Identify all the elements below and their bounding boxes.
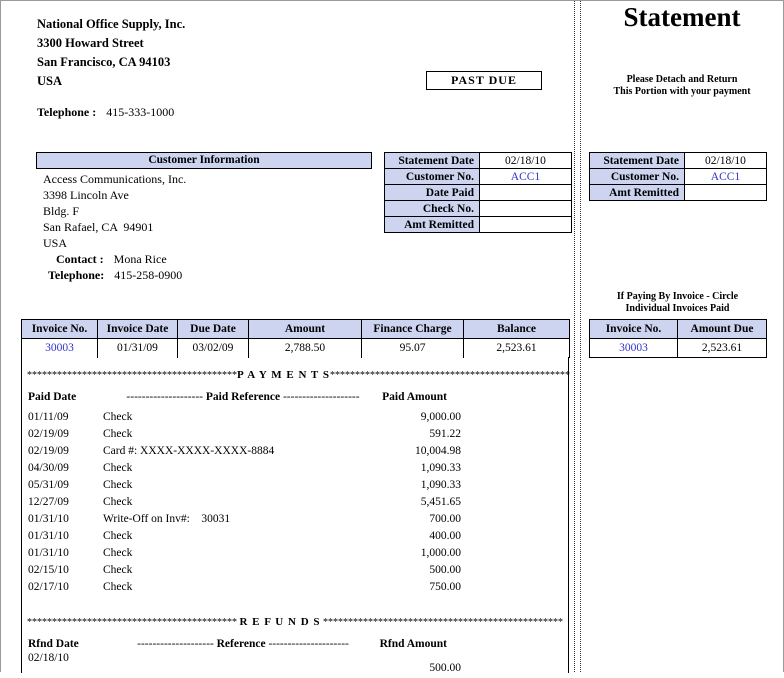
- paid-date: 01/31/10: [28, 513, 69, 525]
- paid-reference: Check: [103, 462, 133, 474]
- table-row: [590, 169, 767, 185]
- stub-customer-no-value: ACC1: [685, 169, 767, 185]
- statement-date-value: 02/18/10: [480, 153, 572, 169]
- payment-row: [22, 513, 568, 529]
- table-row: [385, 217, 572, 233]
- col-amount: Amount: [249, 320, 362, 339]
- statement-summary-table: [384, 152, 572, 233]
- paid-date-header: Paid Date: [28, 391, 77, 403]
- stub-instructions: [589, 291, 766, 315]
- stub-customer-no-label: Customer No.: [590, 169, 685, 185]
- paid-reference: Check: [103, 428, 133, 440]
- paid-reference: Check: [103, 479, 133, 491]
- payment-row: [22, 496, 568, 512]
- customer-name: Access Communications, Inc.: [43, 172, 187, 186]
- rfnd-date-header: Rfnd Date: [28, 638, 79, 650]
- detach-note-line: Please Detach and Return: [626, 74, 738, 85]
- customer-address-line: Bldg. F: [43, 204, 80, 218]
- payments-banner: [22, 369, 568, 381]
- detail-section: [21, 357, 569, 673]
- payment-row: [22, 445, 568, 461]
- table-row: [385, 153, 572, 169]
- table-row: [385, 185, 572, 201]
- paid-date: 02/19/09: [28, 445, 69, 457]
- company-phone-label: Telephone :: [37, 105, 97, 119]
- invoice-no: 30003: [22, 339, 98, 358]
- company-block: [37, 15, 185, 91]
- invoice-date: 01/31/09: [98, 339, 178, 358]
- payment-row: [22, 564, 568, 580]
- stub-amt-remitted-label: Amt Remitted: [590, 185, 685, 201]
- paid-reference: Check: [103, 496, 133, 508]
- amt-remitted-value: [480, 217, 572, 233]
- payment-row: [22, 462, 568, 478]
- refunds-banner-title: R E F U N D S: [239, 616, 321, 628]
- table-row: [590, 185, 767, 201]
- banner-asterisks: ************************************************: [329, 369, 570, 381]
- stub-instructions-line: Individual Invoices Paid: [625, 303, 730, 314]
- paid-reference: Write-Off on Inv#: 30031: [103, 513, 231, 525]
- banner-asterisks: ************************************************: [322, 616, 563, 628]
- customer-no-label: Customer No.: [385, 169, 480, 185]
- paid-date: 02/19/09: [28, 428, 69, 440]
- paid-date: 02/17/10: [28, 581, 69, 593]
- check-no-value: [480, 201, 572, 217]
- payment-row: [22, 581, 568, 597]
- paid-date: 01/11/09: [28, 411, 69, 423]
- invoice-table: [21, 319, 570, 358]
- customer-phone-number: 415-258-0900: [114, 268, 183, 282]
- payment-row: [22, 547, 568, 563]
- paid-reference: Check: [103, 411, 133, 423]
- banner-asterisks: ******************************************: [27, 616, 237, 628]
- paid-amount: 700.00: [429, 513, 461, 525]
- table-row: [385, 169, 572, 185]
- dashes: --------------------: [137, 638, 214, 650]
- col-invoice-no: Invoice No.: [22, 320, 98, 339]
- paid-reference: Card #: XXXX-XXXX-XXXX-8884: [103, 445, 275, 457]
- paid-amount: 1,090.33: [420, 462, 461, 474]
- contact-name: Mona Rice: [113, 252, 167, 266]
- paid-reference: Check: [103, 547, 133, 559]
- col-balance: Balance: [464, 320, 570, 339]
- paid-reference: Check: [103, 564, 133, 576]
- refunds-banner: [22, 616, 568, 628]
- paid-reference: Check: [103, 530, 133, 542]
- paid-reference-header: -------------------- Paid Reference --------------------: [126, 391, 360, 403]
- stub-instructions-line: If Paying By Invoice - Circle: [616, 291, 739, 302]
- company-address-line: 3300 Howard Street: [37, 36, 144, 50]
- customer-phone-label: Telephone:: [48, 268, 105, 282]
- paid-amount: 1,090.33: [420, 479, 461, 491]
- customer-address-line: USA: [43, 236, 68, 250]
- paid-date: 12/27/09: [28, 496, 69, 508]
- paid-date: 01/31/10: [28, 547, 69, 559]
- paid-amount: 500.00: [429, 564, 461, 576]
- stub-invoice-table: [589, 319, 767, 358]
- customer-address-block: [43, 171, 186, 283]
- company-address-line: USA: [37, 74, 63, 88]
- table-row: [385, 201, 572, 217]
- company-name: National Office Supply, Inc.: [37, 17, 186, 31]
- stub-invoice-no: 30003: [590, 339, 678, 358]
- stub-invoice-header-row: [590, 320, 767, 339]
- rfnd-amount-header: Rfnd Amount: [379, 638, 447, 650]
- paid-amount: 1,000.00: [420, 547, 461, 559]
- customer-info-header: Customer Information: [36, 152, 372, 169]
- paid-date: 04/30/09: [28, 462, 69, 474]
- paid-amount-header: Paid Amount: [382, 391, 447, 403]
- table-row: [590, 153, 767, 169]
- paid-reference: Check: [103, 581, 133, 593]
- payment-row: [22, 411, 568, 427]
- paid-amount: 750.00: [429, 581, 461, 593]
- paid-amount: 400.00: [429, 530, 461, 542]
- customer-phone-line: [43, 267, 186, 283]
- date-paid-label: Date Paid: [385, 185, 480, 201]
- customer-no-value: ACC1: [480, 169, 572, 185]
- perforation-line: [574, 1, 575, 672]
- stub-col-amount-due: Amount Due: [678, 320, 767, 339]
- check-no-label: Check No.: [385, 201, 480, 217]
- banner-asterisks: ******************************************: [27, 369, 237, 381]
- paid-date: 05/31/09: [28, 479, 69, 491]
- refund-row: [22, 662, 568, 678]
- rfnd-reference-header: -------------------- Reference ---------------------: [137, 638, 349, 650]
- payment-row: [22, 479, 568, 495]
- rfnd-amount: 500.00: [429, 662, 461, 674]
- payment-row: [22, 530, 568, 546]
- stub-amount-due: 2,523.61: [678, 339, 767, 358]
- customer-address-line: San Rafael, CA 94901: [43, 220, 154, 234]
- perforation-line: [580, 1, 581, 672]
- paid-amount: 591.22: [429, 428, 461, 440]
- stub-summary-table: [589, 152, 767, 201]
- detach-note-line: This Portion with your payment: [613, 86, 751, 97]
- amt-remitted-label: Amt Remitted: [385, 217, 480, 233]
- col-finance-charge: Finance Charge: [362, 320, 464, 339]
- stub-amt-remitted-value: [685, 185, 767, 201]
- stub-statement-date-label: Statement Date: [590, 153, 685, 169]
- statement-date-label: Statement Date: [385, 153, 480, 169]
- paid-amount: 5,451.65: [420, 496, 461, 508]
- dashes: ---------------------: [268, 638, 349, 650]
- rfnd-date: 02/18/10: [28, 652, 69, 664]
- company-address-line: San Francisco, CA 94103: [37, 55, 171, 69]
- stub-invoice-row: [590, 339, 767, 358]
- dashes: --------------------: [126, 391, 204, 403]
- customer-contact-line: [43, 251, 186, 267]
- stub-col-invoice-no: Invoice No.: [590, 320, 678, 339]
- past-due-badge: PAST DUE: [426, 71, 542, 90]
- payments-column-header: [22, 391, 568, 407]
- invoice-amount: 2,788.50: [249, 339, 362, 358]
- date-paid-value: [480, 185, 572, 201]
- invoice-table-header-row: [22, 320, 570, 339]
- stub-statement-date-value: 02/18/10: [685, 153, 767, 169]
- contact-label: Contact :: [56, 252, 104, 266]
- company-phone: [37, 105, 174, 120]
- customer-address-line: 3398 Lincoln Ave: [43, 188, 129, 202]
- dashes: --------------------: [282, 391, 360, 403]
- company-phone-number: 415-333-1000: [106, 105, 175, 119]
- finance-charge: 95.07: [362, 339, 464, 358]
- paid-date: 01/31/10: [28, 530, 69, 542]
- invoice-balance: 2,523.61: [464, 339, 570, 358]
- payment-row: [22, 428, 568, 444]
- statement-title: Statement: [623, 2, 741, 32]
- payments-banner-title: P A Y M E N T S: [237, 369, 330, 381]
- paid-amount: 9,000.00: [420, 411, 461, 423]
- detach-note: [581, 74, 783, 98]
- paid-date: 02/15/10: [28, 564, 69, 576]
- col-invoice-date: Invoice Date: [98, 320, 178, 339]
- due-date: 03/02/09: [178, 339, 249, 358]
- col-due-date: Due Date: [178, 320, 249, 339]
- invoice-row: [22, 339, 570, 358]
- paid-amount: 10,004.98: [415, 445, 461, 457]
